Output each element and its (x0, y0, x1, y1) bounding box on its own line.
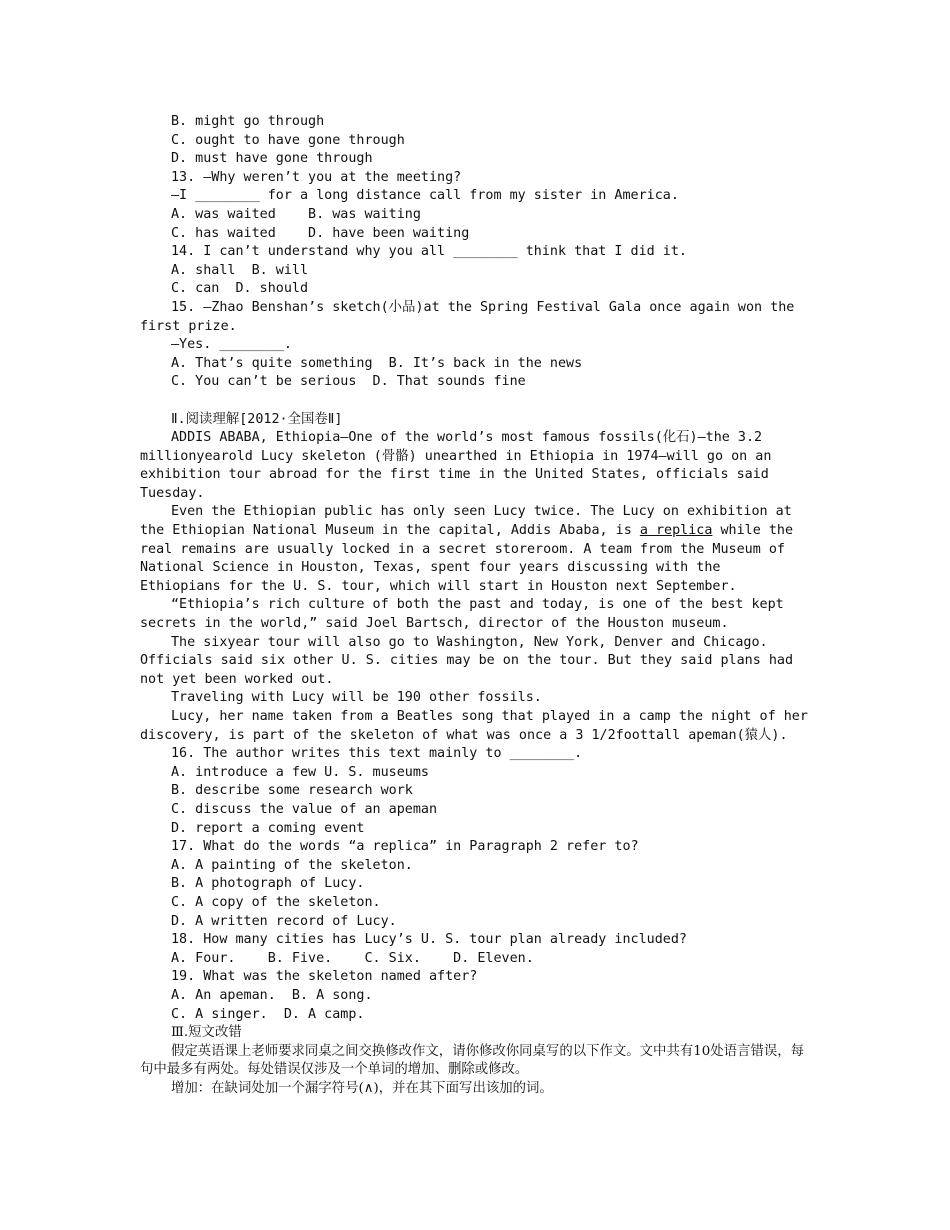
q17-option: D. A written record of Lucy. (171, 913, 397, 929)
q13-response: —I ________ for a long distance call from my sister in America. (171, 188, 679, 204)
q16-option: A. introduce a few U. S. museums (171, 764, 429, 780)
q13-options-ab: A. was waited B. was waiting (171, 206, 421, 222)
passage-paragraph-5: Traveling with Lucy will be 190 other fossils. (171, 690, 542, 706)
q17-option: B. A photograph of Lucy. (171, 876, 365, 892)
underlined-replica: a replica (639, 523, 713, 539)
q17-option: A. A painting of the skeleton. (171, 857, 413, 873)
q13-options-cd: C. has waited D. have been waiting (171, 225, 470, 241)
q14-question: 14. I can’t understand why you all ________ think that I did it. (171, 244, 687, 260)
passage-paragraph-6: Lucy, her name taken from a Beatles song that played in a camp the night of her discovery, is part of the skeleton of what was once a 3 1/2foottall apeman(猿人). (140, 709, 808, 743)
section3-heading: Ⅲ.短文改错 (171, 1025, 242, 1041)
q14-options-ab: A. shall B. will (171, 262, 309, 278)
q13-question: 13. —Why weren’t you at the meeting? (171, 169, 462, 185)
q16-option: D. report a coming event (171, 820, 365, 836)
spacer (140, 392, 808, 411)
q16-option: B. describe some research work (171, 783, 413, 799)
q18-options: A. Four. B. Five. C. Six. D. Eleven. (171, 950, 534, 966)
q17-option: C. A copy of the skeleton. (171, 894, 381, 910)
section3-insertion-rule: 增加：在缺词处加一个漏字符号(∧)，并在其下面写出该加的词。 (171, 1080, 553, 1096)
document-page (140, 113, 808, 1098)
passage-paragraph-2: Even the Ethiopian public has only seen Lucy twice. The Lucy on exhibition at the Ethiopian National Museum in the capital, Addis Ababa, is a replica while the real remains are usually locked in a secret storeroom. A team from the Museum of National Science in Houston, Texas, spent four years discussing with the Ethiopians for the U. S. tour, which will start in Houston next September. (140, 504, 794, 594)
q19-options-ab: A. An apeman. B. A song. (171, 987, 373, 1003)
q12-option-c: C. ought to have gone through (171, 132, 405, 148)
q16-question: 16. The author writes this text mainly to ________. (171, 746, 583, 762)
q15-options-cd: C. You can’t be serious D. That sounds fine (171, 374, 526, 390)
q16-option: C. discuss the value of an apeman (171, 801, 438, 817)
section3-instructions: 假定英语课上老师要求同桌之间交换修改作文，请你修改你同桌写的以下作文。文中共有10处语言错误，每句中最多有两处。每处错误仅涉及一个单词的增加、删除或修改。 (140, 1043, 805, 1078)
q17-question: 17. What do the words “a replica” in Paragraph 2 refer to? (171, 839, 639, 855)
q12-option-b: B. might go through (171, 114, 325, 129)
passage-paragraph-4: The sixyear tour will also go to Washington, New York, Denver and Chicago. Officials said six other U. S. cities may be on the tour. But they said plans had not yet been worked out. (140, 634, 794, 687)
q15-question: 15. —Zhao Benshan’s sketch(小品)at the Spring Festival Gala once again won the first prize. (140, 299, 795, 334)
q19-options-cd: C. A singer. D. A camp. (171, 1006, 365, 1022)
passage-paragraph-3: “Ethiopia’s rich culture of both the past and today, is one of the best kept secrets in the world,” said Joel Bartsch, director of the Houston museum. (140, 597, 784, 632)
q12-option-d: D. must have gone through (171, 151, 373, 167)
q15-response: —Yes. ________. (171, 337, 292, 353)
q18-question: 18. How many cities has Lucy’s U. S. tour plan already included? (171, 932, 687, 948)
section2-heading: Ⅱ.阅读理解[2012·全国卷Ⅱ] (171, 411, 343, 427)
q15-options-ab: A. That’s quite something B. It’s back in the news (171, 355, 583, 371)
passage-paragraph-1: ADDIS ABABA, Ethiopia—One of the world’s most famous fossils(化石)—the 3.2 millionyearold Lucy skeleton (骨骼) unearthed in Ethiopia in 1974—will go on an exhibition tour abroad for the first time in the United States, officials said Tuesday. (140, 430, 772, 501)
q19-question: 19. What was the skeleton named after? (171, 969, 478, 985)
q14-options-cd: C. can D. should (171, 281, 309, 297)
